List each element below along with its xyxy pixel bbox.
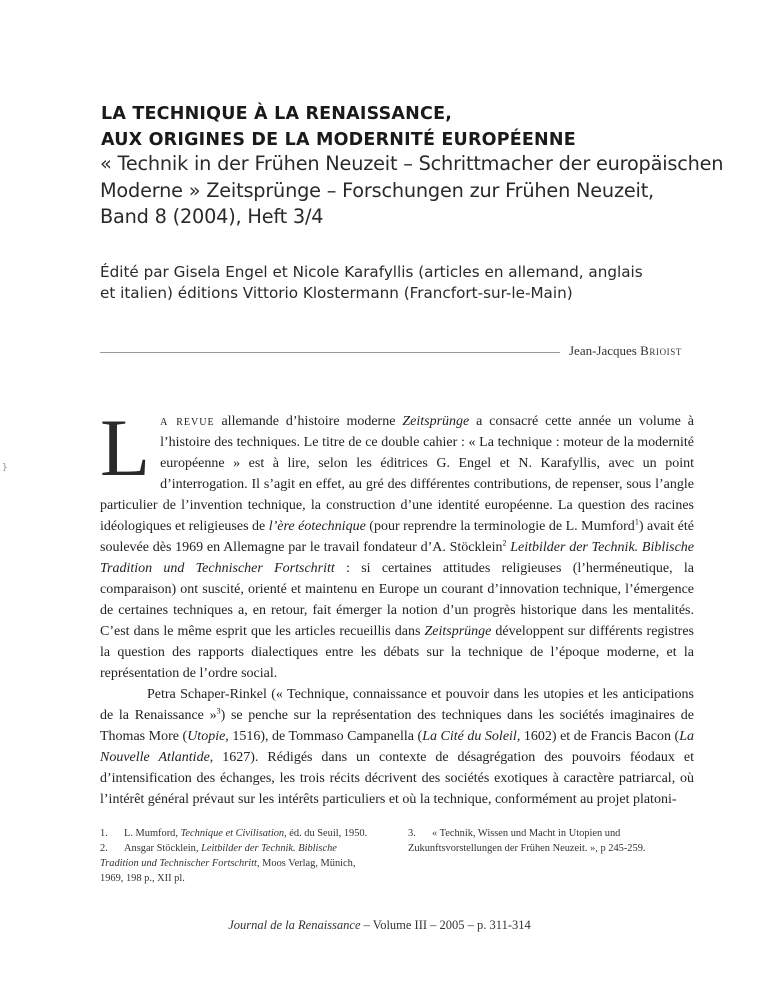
italic-run: Utopie bbox=[187, 729, 226, 744]
author-last-name: Brioist bbox=[640, 343, 682, 358]
subtitle-line-1: « Technik in der Frühen Neuzeit – Schrittmacher der europäischen bbox=[100, 152, 724, 175]
subtitle-line-3: Band 8 (2004), Heft 3/4 bbox=[100, 205, 324, 229]
footnote-number: 2. bbox=[100, 843, 108, 854]
author-name bbox=[569, 343, 709, 359]
paragraph-2 bbox=[100, 684, 694, 810]
volume-pages: – Volume III – 2005 – p. 311-314 bbox=[360, 918, 531, 932]
title-line-1: LA TECHNIQUE À LA RENAISSANCE, bbox=[101, 104, 453, 124]
title-line-2: AUX ORIGINES DE LA MODERNITÉ EUROPÉENNE bbox=[101, 130, 576, 150]
editors-info bbox=[100, 262, 740, 303]
lead-in: a revue bbox=[160, 414, 215, 429]
footnote-number: 3. bbox=[408, 828, 416, 839]
text-run: , 1516), de Tommaso Campanella ( bbox=[225, 729, 423, 744]
journal-name: Journal de la Renaissance bbox=[228, 918, 361, 932]
footnotes-left-column bbox=[100, 826, 372, 886]
footnote-3 bbox=[408, 826, 702, 856]
text-run: développent sur différents registres la question des rapports dialectiques entre les débats sur la technique de l’époque moderne, et la représentation de l’ordre social. bbox=[100, 624, 694, 681]
italic-run: La Cité du Soleil bbox=[422, 729, 517, 744]
italic-run: Zeitsprünge bbox=[402, 414, 470, 429]
margin-mark: } bbox=[2, 463, 8, 473]
footnote-italic: Technique et Civilisation bbox=[180, 828, 285, 839]
author-rule bbox=[100, 352, 560, 353]
article-title bbox=[101, 101, 721, 153]
footnotes-right-column bbox=[408, 826, 702, 856]
footnote-number: 1. bbox=[100, 828, 108, 839]
article-subtitle bbox=[100, 151, 740, 231]
italic-run: Zeitsprünge bbox=[424, 624, 492, 639]
page-footer bbox=[0, 918, 759, 933]
article-body bbox=[100, 402, 695, 810]
author-first-name: Jean-Jacques bbox=[569, 343, 637, 358]
paragraph-1 bbox=[100, 402, 694, 684]
italic-run: l’ère éotechnique bbox=[268, 519, 366, 534]
text-run: (pour reprendre la terminologie de L. Mumford bbox=[365, 519, 635, 534]
subtitle-line-2: Moderne » Zeitsprünge – Forschungen zur Frühen Neuzeit, bbox=[100, 178, 654, 202]
footnote-1 bbox=[100, 826, 372, 841]
italic-run: La Nouvelle Atlantide bbox=[100, 729, 695, 765]
footnote-italic: Leitbilder der Technik. Biblische Tradition und Technischer Fortschritt bbox=[100, 843, 337, 869]
footnote-text: « Technik, Wissen und Macht in Utopien und Zukunftsvorstellungen der Frühen Neuzeit. », p 245-259. bbox=[408, 828, 646, 854]
editors-line-1: Édité par Gisela Engel et Nicole Karafyllis (articles en allemand, anglais bbox=[100, 263, 643, 281]
footnote-ref-3[interactable]: 3 bbox=[216, 706, 221, 716]
footnote-text: , Moos Verlag, Münich, 1969, 198 p., XII pl. bbox=[100, 858, 356, 884]
italic-run: Leitbilder der Technik. Biblische Tradition und Technischer Fortschritt bbox=[100, 540, 694, 576]
editors-line-2: et italien) éditions Vittorio Klostermann (Francfort-sur-le-Main) bbox=[100, 283, 573, 302]
text-run: : si certaines attitudes religieuses (l’herméneutique, la comparaison) ont suscité, orienté et maintenu en Europe un courant d’innovation technique, l’émergence de certaines techniques a, en retour, fait émerger la notion d’un progrès historique dans les mentalités. C’est dans le même esprit que les articles recueillis dans bbox=[100, 561, 694, 639]
text-run: ) se penche sur la représentation des techniques dans les sociétés imaginaires de Thomas More ( bbox=[100, 708, 694, 744]
footnote-text: , éd. du Seuil, 1950. bbox=[284, 828, 368, 839]
footnote-ref-2[interactable]: 2 bbox=[502, 538, 507, 548]
text-run: Petra Schaper-Rinkel (« Technique, connaissance et pouvoir dans les utopies et les anticipations de la Renaissance » bbox=[100, 687, 694, 723]
text-run: ) avait été soulevée dès 1969 en Allemagne par le travail fondateur d’A. Stöcklein bbox=[100, 519, 694, 555]
footnote-text: Ansgar Stöcklein, bbox=[124, 843, 202, 854]
text-run: , 1602) et de Francis Bacon ( bbox=[516, 729, 680, 744]
footnote-ref-1[interactable]: 1 bbox=[634, 517, 639, 527]
text-run: allemande d’histoire moderne bbox=[214, 414, 403, 429]
text-run: a consacré cette année un volume à l’histoire des techniques. Le titre de ce double cahier : « La technique : moteur de la modernité européenne » est à lire, selon les éditrices G. Engel et N. Karafyllis, avec un point d’interrogation. Il s’agit en effet, au gré des différentes contributions, de repenser, sous l’angle particulier de l’invention technique, la construction d’une identité européenne. La question des racines idéologiques et religieuses de bbox=[100, 414, 694, 534]
text-run: , 1627). Rédigés dans un contexte de désagrégation des pouvoirs féodaux et d’intensification des échanges, les trois récits décrivent des sociétés exotiques à caractère patriarcal, où l’intérêt général prévaut sur les intérêts particuliers et où la technique, conformément au projet platoni- bbox=[100, 750, 694, 807]
footnote-text: L. Mumford, bbox=[124, 828, 181, 839]
footnote-2 bbox=[100, 841, 372, 886]
drop-cap: L bbox=[100, 402, 151, 493]
